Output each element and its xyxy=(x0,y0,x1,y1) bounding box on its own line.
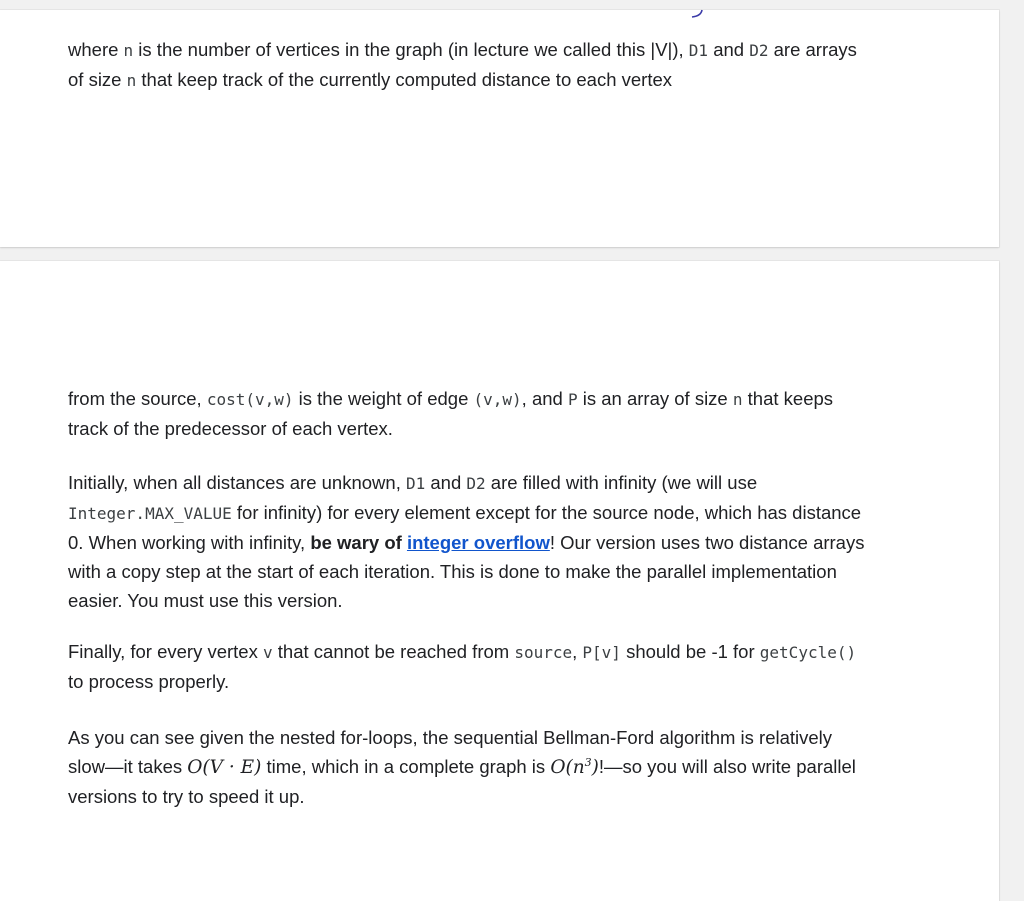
paragraph-initialization: Initially, when all distances are unknown, D1 and D2 are filled with infinity (we will use Integer.MAX_VALUE for infinity) for every element except for the source node, which has distance 0. When working with infinity, be wary of integer overflow! Our version uses two distance arrays with a copy step at the start of each iteration. This is done to make the parallel implementation easier. You must use this version. xyxy=(68,472,865,611)
paragraph-definitions: where n is the number of vertices in the graph (in lecture we called this |V|), D1 and D2 are arrays of size n that keep track of the currently computed distance to each vertex xyxy=(68,39,857,90)
handwriting-mark xyxy=(688,8,708,20)
integer-overflow-link[interactable]: integer overflow xyxy=(406,532,550,553)
document-page-2 xyxy=(0,261,999,901)
math-o-n-cubed: $O(n^3)$ xyxy=(550,755,599,778)
math-o-v-e: O(V · E) xyxy=(187,757,262,778)
document-page-1 xyxy=(0,10,999,247)
paragraph-complexity: As you can see given the nested for-loops, the sequential Bellman-Ford algorithm is relatively slow—it takes O(V · E) time, which in a complete graph is $O(n^3)!—so$ you will also write parallel versions to try to speed it up. xyxy=(68,727,856,807)
paragraph-source-cost: from the source, cost(v,w) is the weight of edge (v,w), and P is an array of size n that keeps track of the predecessor of each vertex. xyxy=(68,388,834,439)
paragraph-unreachable: Finally, for every vertex v that cannot be reached from source, P[v] should be -1 for getCycle() to process properly. xyxy=(68,641,857,692)
